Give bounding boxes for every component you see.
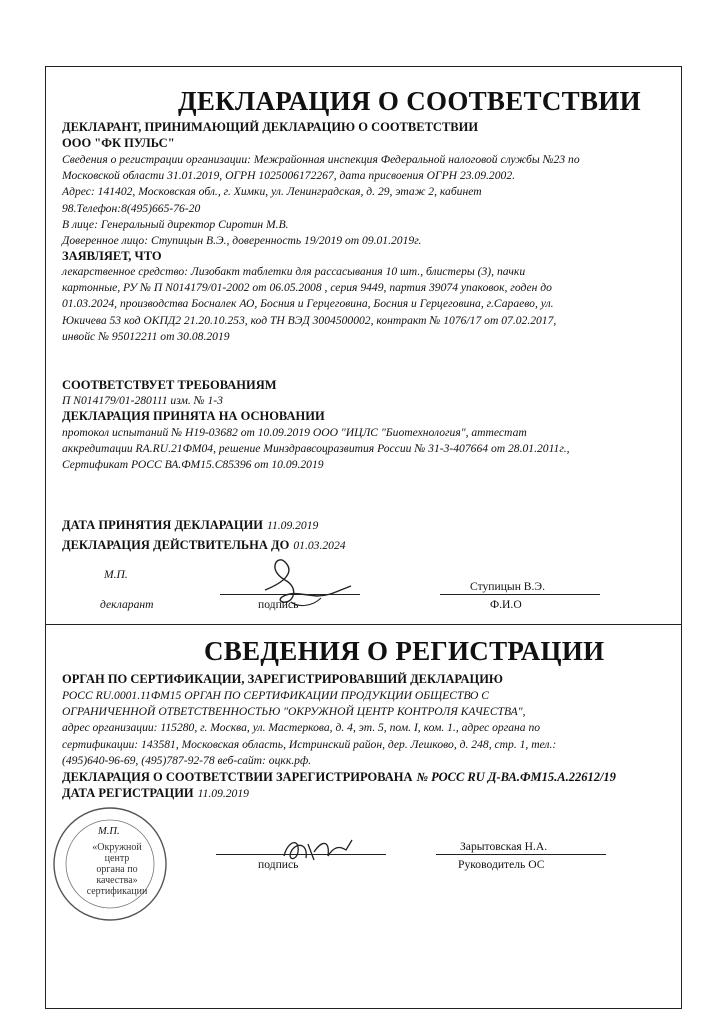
- registration-line: 98.Телефон:8(495)665-76-20: [62, 201, 201, 215]
- basis-line: протокол испытаний № Н19-03682 от 10.09.2019 ООО "ИЦЛС "Биотехнология", аттестат: [62, 426, 527, 439]
- head-name-line: [436, 854, 606, 855]
- stamp-text-line: сертификации: [86, 886, 148, 897]
- registration-line: Адрес: 141402, Московская обл., г. Химки, ул. Ленинградская, д. 29, этаж 2, кабинет: [62, 185, 482, 199]
- section-divider: [45, 624, 682, 625]
- product-line: картонные, РУ № П N014179/01-2002 от 06.05.2008 , серия 9449, партия 39074 упаковок, годен до: [62, 281, 552, 295]
- signer-name-line: [440, 594, 600, 595]
- certification-body-text: [62, 688, 556, 769]
- head-name: Зарытовская Н.А.: [460, 840, 548, 853]
- adoption-date-row: [62, 516, 318, 534]
- registered-number: № РОСС RU Д-ВА.ФМ15.А.22612/19: [416, 770, 616, 784]
- declarant-heading: ДЕКЛАРАНТ, ПРИНИМАЮЩИЙ ДЕКЛАРАЦИЮ О СООТВЕТСТВИИ: [62, 120, 479, 134]
- certification-body-line: ОГРАНИЧЕННОЙ ОТВЕТСТВЕННОСТЬЮ "ОКРУЖНОЙ ЦЕНТР КОНТРОЛЯ КАЧЕСТВА",: [62, 705, 526, 719]
- registered-label: ДЕКЛАРАЦИЯ О СООТВЕТСТВИИ ЗАРЕГИСТРИРОВАНА: [62, 770, 413, 784]
- certification-body-line: адрес организации: 115280, г. Москва, ул. Мастеркова, д. 4, эт. 5, пом. I, ком. 1., адрес органа по: [62, 721, 541, 735]
- certification-body-line: сертификации: 143581, Московская область, Истринский район, дер. Лешково, д. 248, стр. 1, тел.:: [62, 737, 557, 751]
- basis-line: аккредитации RA.RU.21ФМ04, решение Минздравсоцразвития России № 31-3-407664 от 28.01.2011г.,: [62, 442, 570, 456]
- complies-standard: П N014179/01-280111 изм. № 1-3: [62, 394, 223, 407]
- stamp-text-line: «Окружной: [92, 842, 142, 853]
- stamp-text: [82, 842, 152, 897]
- declarant-stamp-label: М.П.: [104, 568, 128, 581]
- declaration-title: ДЕКЛАРАЦИЯ О СООТВЕТСТВИИ: [178, 86, 641, 116]
- declarant-signature-label: подпись: [258, 598, 299, 611]
- stamp-text-line: органа по: [96, 864, 138, 875]
- declarant-signature-icon: [255, 552, 365, 612]
- registration-line: В лице: Генеральный директор Сиротин М.В.: [62, 217, 289, 231]
- registration-title: СВЕДЕНИЯ О РЕГИСТРАЦИИ: [204, 636, 605, 666]
- certification-body-line: РОСС RU.0001.11ФМ15 ОРГАН ПО СЕРТИФИКАЦИИ ПРОДУКЦИИ ОБЩЕСТВО С: [62, 689, 490, 702]
- certification-body-heading: ОРГАН ПО СЕРТИФИКАЦИИ, ЗАРЕГИСТРИРОВАВШИЙ ДЕКЛАРАЦИЮ: [62, 672, 503, 686]
- head-signature-line: [216, 854, 386, 855]
- basis-line: Сертификат РОСС ВА.ФМ15.С85396 от 10.09.2019: [62, 458, 324, 472]
- stamp-mp-label: М.П.: [98, 826, 120, 837]
- valid-until-label: ДЕКЛАРАЦИЯ ДЕЙСТВИТЕЛЬНА ДО: [62, 538, 290, 552]
- product-line: лекарственное средство: Лизобакт таблетки для рассасывания 10 шт., блистеры (3), пачки: [62, 265, 526, 278]
- registration-line: Сведения о регистрации организации: Межрайонная инспекция Федеральной налоговой службы №23 по: [62, 153, 580, 166]
- valid-until-value: 01.03.2024: [293, 539, 346, 552]
- head-signature-label: подпись: [258, 858, 299, 871]
- registration-line: Московской области 31.01.2019, ОГРН 1025006172267, дата присвоения ОГРН 23.09.2002.: [62, 169, 516, 183]
- registration-date-row: [62, 784, 249, 802]
- basis-heading: ДЕКЛАРАЦИЯ ПРИНЯТА НА ОСНОВАНИИ: [62, 409, 325, 423]
- declarant-name: ООО "ФК ПУЛЬС": [62, 136, 175, 150]
- product-line: инвойс № 95012211 от 30.08.2019: [62, 329, 230, 343]
- certification-body-line: (495)640-96-69, (495)787-92-78 веб-сайт: оцкк.рф.: [62, 753, 312, 767]
- registration-date-value: 11.09.2019: [197, 787, 249, 800]
- product-description: [62, 264, 556, 345]
- fio-label: Ф.И.О: [490, 598, 522, 611]
- product-line: Юкичева 53 код ОКПД2 21.20.10.253, код ТН ВЭД 3004500002, контракт № 1076/17 от 07.02.2017,: [62, 313, 557, 327]
- basis-text: [62, 425, 570, 474]
- registration-info: [62, 152, 580, 249]
- adoption-date-label: ДАТА ПРИНЯТИЯ ДЕКЛАРАЦИИ: [62, 518, 264, 532]
- declarant-label: декларант: [100, 598, 154, 611]
- signer-name: Ступицын В.Э.: [470, 580, 545, 593]
- adoption-date-value: 11.09.2019: [267, 519, 319, 532]
- stamp-text-line: центр: [104, 853, 130, 864]
- registration-date-label: ДАТА РЕГИСТРАЦИИ: [62, 786, 194, 800]
- stamp-text-line: качества»: [96, 875, 138, 886]
- complies-heading: СООТВЕТСТВУЕТ ТРЕБОВАНИЯМ: [62, 378, 277, 392]
- states-heading: ЗАЯВЛЯЕТ, ЧТО: [62, 249, 162, 263]
- head-position-label: Руководитель ОС: [458, 858, 545, 871]
- registration-line: Доверенное лицо: Ступицын В.Э., доверенность 19/2019 от 09.01.2019г.: [62, 234, 422, 248]
- product-line: 01.03.2024, производства Босналек АО, Босния и Герцеговина, Босния и Герцеговина, г.Сараево, ул.: [62, 297, 554, 311]
